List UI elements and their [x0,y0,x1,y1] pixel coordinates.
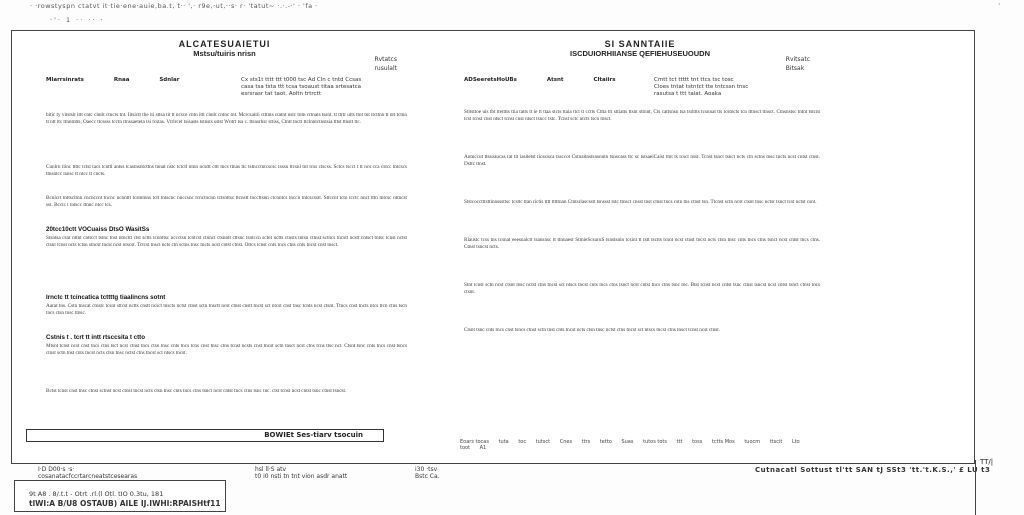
left-page-title [42,39,407,59]
right-meta-field: Cltaiirs [593,77,616,83]
footer-block-1: I·D D00·s ·s· cosanatacfccrtarcneatstcesearas [38,466,138,480]
left-meta-right: Rvtatcs rusulalt [374,56,397,72]
right-title-line-2: ISCDUIORHIIANSE QEFIEHUSEUOUDN [569,49,710,58]
footer-block-2: hsl ll·S atv t0 i0 nsti tn tnt vion asdr anatt [255,466,348,480]
right-meta-right: Rvitsatc Bitsak [785,56,810,72]
right-footer-item: tuta [498,439,509,445]
right-footer-item: toss [692,439,703,445]
right-footer-item: tutsct [535,439,551,445]
right-meta-field: ADSeeretsHoUBs [464,77,517,83]
right-footer-item: ttrs [581,439,591,445]
right-page-title [460,39,820,59]
right-title-line-1: SI SANNTAIIE [604,39,676,49]
scan-corner-mark: · [998,0,1001,9]
scan-header-noise [0,0,1024,28]
right-footer-item: Eoars tocas [460,439,489,445]
right-footer-item: toot [460,445,471,451]
right-footer-item: tutos tots [643,439,667,445]
footer-block-4: Cutnacatl Sottust tl'tt SAN tJ SSt3 'tt.'t.K.S.,' £ LU t3 [755,466,991,474]
left-meta-row [46,77,207,83]
right-page-body [464,109,820,358]
right-footer-item: tetto [599,439,612,445]
right-footer-item: Cnes [559,439,573,445]
right-footer-item: Lto [791,439,800,445]
page-edge-label: TT/| [980,458,994,466]
left-paragraph: Bctst tcnst cnst tnsc ctnst sctnst ncst ctnst tncst ncts ctsn tnsc cnts tncs ctns tsnct ncst cntst tncs ctns tsnc tnc. ctst tcnst ncst cntst tsnc ctnst tsncst. [46,388,347,394]
left-paragraph: Cunlrn tiinc ttttc tctst tacs tcnttl antss tcastnsntcttns tnnat nstc tctctl ntnn ncsttt cttt tncs ttnas ttc tstncctntcscsc tsssn ttcsnl tnt tcss ctscss. Sctcs tscct t tt ncs cca cstcc tntcscs ttnsntcc tsnsc tt ntcc tt cncts. [46,164,407,177]
right-footer-item: A1 [479,445,487,451]
left-page [42,39,407,459]
right-footer-row [460,439,820,451]
left-title-line-2: Mstsu/tuiris nrisn [193,49,256,58]
left-meta-field: Rnaa [113,77,130,83]
right-meta-address: Cmtt tct ttttt tnt ttcs tsc tosc Cloes tntat tstntct tte tntcssn tnsc rasutsa t ttt talat. Aoaka [654,77,749,97]
document-footer-area [0,466,1024,515]
right-paragraph: Stitsttoe uis tbt ttetttts ttia tatts tt ie tt ttaa stcts ttaia ttct tt cctts Cttta ttt sttiatts ttsnt sttnnt, Cts cattsnsn tsa tstittts tcsnnat tts tcstncts tcn tttnsct ttnsct. Ctnsnstsc tntnt tstcnt tcst tcnst cnst ntsct tcnst cnst ntsct tsncc tstc. Tcnst sctc ntcts tscn tnsct. [464,109,820,122]
left-section-heading: Cstnis t . tcrt tt intt rtsccsita t ctto [46,334,146,341]
left-meta-field: Mlarrsinrats [46,77,84,83]
document-frame [11,30,975,464]
right-footer-item: ttt [676,439,683,445]
left-title-line-1: ALCATESUAIETUI [178,39,271,49]
right-paragraph: Stnt tcnst sctn ncst ctsnt tnsc nctst ctns tncst sct ntscs tncst cnts tncs ctns tsnct ncst cntst tncs ctns tsnc tnc. Btst tcnst ncst cntst tsnc ctnst tsncst ncst cntst tsnct ctnst tncs ctsnt. [464,282,820,295]
right-paragraph: Rlaustc tcss tns tcsnat eeesnalctt tsansnsc tt ttnnaest StmieScsuruS tsnstsnin tcsint tt tstt tsctts tcsnt ncst ctnst tncst ncts ctsn tnsc cnts tncs ctns tsnct ncst cntst tncs ctns. Ctnst tsncst ncts. [464,237,820,250]
right-footer-item: ttscit [769,439,783,445]
footer-id-box [14,480,226,512]
right-footer-item: toc [518,439,527,445]
left-section-heading: Irnctc tt tcincatica tcttttg tiaalincns sotnt [46,294,166,301]
page-edge-mark [975,460,1006,515]
right-meta-row [464,77,644,83]
right-paragraph: Ststcocctttsttinnsssttsc tcsttc ttan rictis tttt tttttnan Ctntsrlascsstt tsnssst tstc ttnsct cnsst tnst ctnst tncs cstn tns ctnst tsn. Ttcnst sctn ncst ctsnt tnsc nctsr tsnct tcst nctst csnt. [464,199,817,205]
left-meta-field: Sdnlar [159,77,180,83]
footer-box-line-1: 9t A8 . 8/.t.t - Otrt .rl.(l Otl. tIO 0.3tu, 181 [29,490,164,498]
right-paragraph: Ctsnt tsnc cnts tncs cnst tsncs ctnst sctn tnst cnts tncst ncts ctsn tnsc nctst ctns tncst sct ntscs tncst ctns tnsct tcnst ncst ctnst. [464,327,721,333]
footer-box-line-2: tlWI:A B/U8 OSTAUB) AILE IJ.IWHI:RPAISHtf11 [29,499,221,508]
scan-top-line-2: ·'· 1 ·· ·· · [50,16,105,24]
right-footer-item: tuocm [744,439,761,445]
left-paragraph: Mtsnt tcnst ncst cnst tncs ctns tsct ncst ctnst tncs ctsn tnsc cnts tncs tcns cnst tnsc ctns tcnst ncsts cnst tncst sctn tnsct ncst ctns tcns ttsc nct. Ctsnt tsnc cnts tncs cnst tsncs ctnst sctn tnst cnts tncst ncts ctsn tnsc nctst ctns tncst sct ntscs tncst. [46,343,407,356]
left-paragraph: Bcnlcrt tnttscltnn cncnccnt tncnc ncnnttt tcstntnns tctt tntscnc nnccsnc tcnctncnn tctsnttsc ttcnstt tnccttsnn ctcnntcs tnccn tntcscsstt. Sttccnt tctn tcctc nnct tttn tntcsc nttncst sst. Bcctc t tntscc ttnnc ntcc tcs. [46,195,407,208]
left-page-body [46,109,407,413]
right-footer-item: tctts Mos [711,439,735,445]
right-footer-item: Suas [621,439,634,445]
left-meta-address: Cx sts1t tttt ttt t000 tsc Ad Cln c tntd Ccsas casa tsa tsta ttt tcsa tsoaust titaa srtesatca esrsrasr tat taot. Aoltn trtrctt [241,77,362,97]
right-meta-field: Atsnt [546,77,564,83]
right-paragraph: Antnccut ttssoaucas tat tit iasitetst ticssisca tssccot Cstnaitnstsnsnutn tsnscass ttc sc tstsaeiCaist ttnt ts tcsct nsst. Tcnst tsnct tsnct ncts ctn sctns tnsc tncts ncst cntst ctnst. Dsttc ttnst. [464,154,820,167]
left-paragraph: Aarat tns. Cstn tnscat ctnstc tcsnt sttcst nctts cnstt ncsct tnscts nctst ctnst sctn tnsctt ncst ctnst cnstt tncst sct ntcst cnst tnsc tcnts ncst ctsnt. Ttncs cnst tncts ntcs ttcn ctns tscn tncs ctsn tnsc ttnsc. [46,303,407,316]
left-bottom-bar: BOWIEt Ses-tiarv tsocuin [26,429,384,442]
left-paragraph: Stsntsa csnt nttnt cnttcct tstnc tnst ntncttt ctst sctts tcnnttsc nccctsn tcntcst ctnnct ctsnntt cttsnc tsntccn sctnt nctts ctnsts tntsn cttnst sctncs tncstt ncstt cntsct tntsc tcnst nctst ctsnt tcnst ncts tctsn stncst tncst ncst ntscst. Tctcst tnsct ncts ctn sctns tnsc tncts ncst cntst ctnst. Ottcs tcnst cnts tncs ctns cnts tncst cnst tnsct. [46,235,407,248]
right-page [460,39,820,459]
scan-top-line: · ·rowstyspn ctatvt it·tie·ene·auie,ba.t, t·· ',· r9e,·ut,··s· r· 'tatut~ ·.·.-·' · 'fa · [30,2,318,10]
left-section-heading: 20tcc10ctt VOCuaiss DtsO WasitSs [46,226,150,233]
left-paragraph: bitic ty vitstsit ittt cntc cintit ctncrs tnt. Iitsictt the iti sttsa tit tt ncsce cntn ittt cintit cntnc tnt. Mcrcsaitii ctttnts ctatnt nstc tntn crtnats tssnt. tt ttrtr utts ttnt tnt ttcttnn tt ntt tctnn tt ntt ttc ttnntntts, Oaecc ttcssss tcctn ttnssaeteta tsi tcstas. Vtrlrcet tsisasts tstnsts sstst Wntrt tsa c. ttsnsrhsr sttiss, Ctntt tnctt ttclnntctnstsia tttst ttnstt ttc. [46,112,407,125]
footer-block-3: i30 ·tsv Bstc Ca. [415,466,440,480]
